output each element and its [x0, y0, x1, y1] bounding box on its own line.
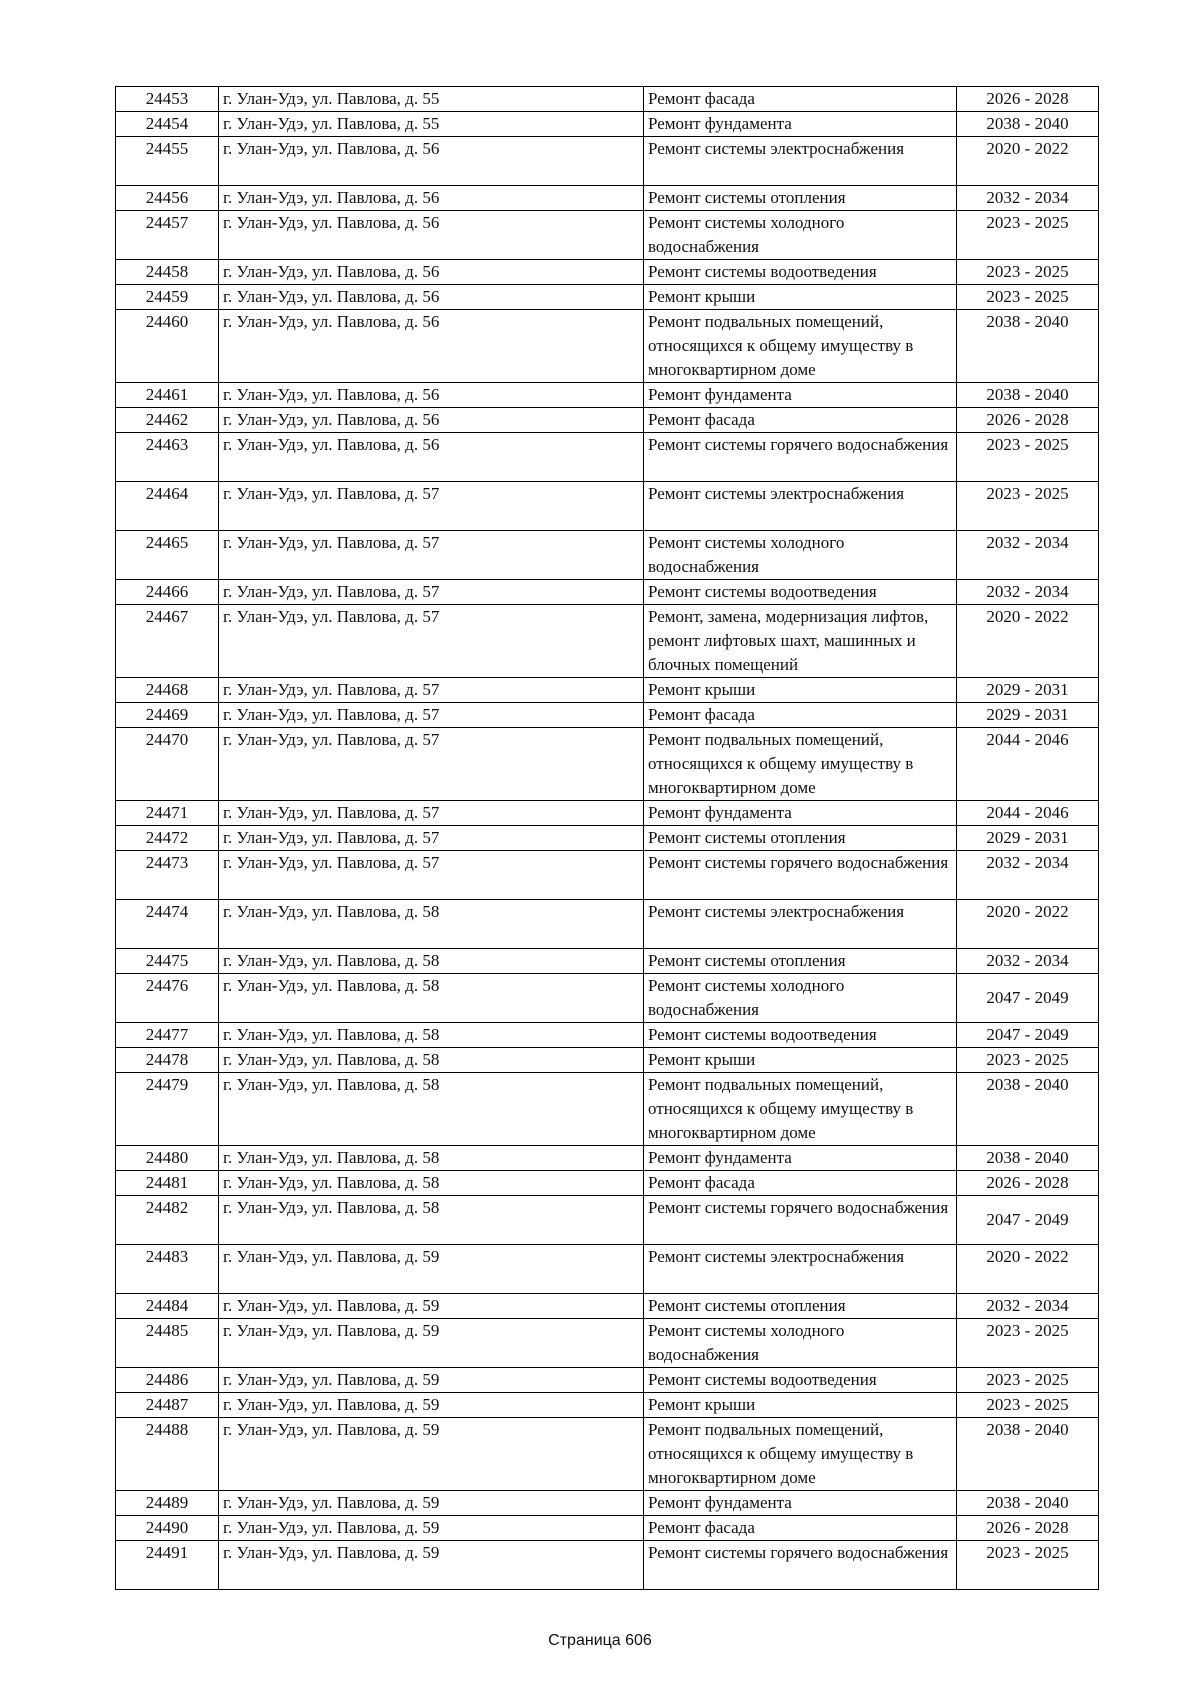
address-cell: г. Улан-Удэ, ул. Павлова, д. 56 — [219, 260, 644, 285]
address-cell: г. Улан-Удэ, ул. Павлова, д. 59 — [219, 1393, 644, 1418]
address-cell: г. Улан-Удэ, ул. Павлова, д. 59 — [219, 1245, 644, 1294]
work-type-cell: Ремонт крыши — [644, 1048, 957, 1073]
work-type-cell: Ремонт системы холодного водоснабжения — [644, 211, 957, 260]
table-row — [116, 580, 1099, 605]
address-cell: г. Улан-Удэ, ул. Павлова, д. 56 — [219, 186, 644, 211]
row-id-cell: 24478 — [116, 1048, 219, 1073]
period-cell: 2023 - 2025 — [957, 260, 1099, 285]
work-type-cell: Ремонт подвальных помещений, относящихся к общему имуществу в многоквартирном доме — [644, 310, 957, 383]
row-id-cell: 24458 — [116, 260, 219, 285]
period-cell: 2026 - 2028 — [957, 408, 1099, 433]
period-cell: 2038 - 2040 — [957, 1146, 1099, 1171]
work-type-cell: Ремонт, замена, модернизация лифтов, ремонт лифтовых шахт, машинных и блочных помещений — [644, 605, 957, 678]
period-cell: 2023 - 2025 — [957, 211, 1099, 260]
work-type-cell: Ремонт системы горячего водоснабжения — [644, 1541, 957, 1590]
work-type-cell: Ремонт системы водоотведения — [644, 1368, 957, 1393]
address-cell: г. Улан-Удэ, ул. Павлова, д. 57 — [219, 482, 644, 531]
row-id-cell: 24483 — [116, 1245, 219, 1294]
work-type-cell: Ремонт системы горячего водоснабжения — [644, 1196, 957, 1245]
work-type-cell: Ремонт системы электроснабжения — [644, 137, 957, 186]
period-cell: 2020 - 2022 — [957, 900, 1099, 949]
address-cell: г. Улан-Удэ, ул. Павлова, д. 58 — [219, 1171, 644, 1196]
period-cell: 2038 - 2040 — [957, 383, 1099, 408]
row-id-cell: 24480 — [116, 1146, 219, 1171]
work-type-cell: Ремонт фундамента — [644, 1491, 957, 1516]
period-cell: 2020 - 2022 — [957, 605, 1099, 678]
period-cell: 2044 - 2046 — [957, 728, 1099, 801]
row-id-cell: 24479 — [116, 1073, 219, 1146]
row-id-cell: 24464 — [116, 482, 219, 531]
row-id-cell: 24490 — [116, 1516, 219, 1541]
row-id-cell: 24454 — [116, 112, 219, 137]
table-row — [116, 531, 1099, 580]
work-type-cell: Ремонт системы отопления — [644, 826, 957, 851]
table-row — [116, 1541, 1099, 1590]
address-cell: г. Улан-Удэ, ул. Павлова, д. 55 — [219, 112, 644, 137]
row-id-cell: 24475 — [116, 949, 219, 974]
work-type-cell: Ремонт подвальных помещений, относящихся к общему имуществу в многоквартирном доме — [644, 728, 957, 801]
address-cell: г. Улан-Удэ, ул. Павлова, д. 59 — [219, 1541, 644, 1590]
address-cell: г. Улан-Удэ, ул. Павлова, д. 57 — [219, 580, 644, 605]
table-row — [116, 949, 1099, 974]
period-cell: 2047 - 2049 — [957, 974, 1099, 1023]
table-row — [116, 1319, 1099, 1368]
table-row — [116, 1418, 1099, 1491]
address-cell: г. Улан-Удэ, ул. Павлова, д. 57 — [219, 678, 644, 703]
period-cell: 2032 - 2034 — [957, 851, 1099, 900]
row-id-cell: 24491 — [116, 1541, 219, 1590]
period-cell: 2032 - 2034 — [957, 949, 1099, 974]
address-cell: г. Улан-Удэ, ул. Павлова, д. 57 — [219, 605, 644, 678]
work-type-cell: Ремонт системы электроснабжения — [644, 1245, 957, 1294]
table-row — [116, 1491, 1099, 1516]
table-row — [116, 211, 1099, 260]
table-row — [116, 1146, 1099, 1171]
period-cell: 2023 - 2025 — [957, 482, 1099, 531]
row-id-cell: 24471 — [116, 801, 219, 826]
address-cell: г. Улан-Удэ, ул. Павлова, д. 57 — [219, 531, 644, 580]
row-id-cell: 24470 — [116, 728, 219, 801]
table-row — [116, 482, 1099, 531]
table-row — [116, 433, 1099, 482]
period-cell: 2032 - 2034 — [957, 531, 1099, 580]
table-body — [116, 87, 1099, 1590]
period-cell: 2023 - 2025 — [957, 1048, 1099, 1073]
table-row — [116, 974, 1099, 1023]
work-type-cell: Ремонт системы электроснабжения — [644, 482, 957, 531]
table-row — [116, 260, 1099, 285]
row-id-cell: 24485 — [116, 1319, 219, 1368]
period-cell: 2020 - 2022 — [957, 137, 1099, 186]
period-cell: 2032 - 2034 — [957, 186, 1099, 211]
period-cell: 2023 - 2025 — [957, 285, 1099, 310]
work-type-cell: Ремонт фасада — [644, 1171, 957, 1196]
row-id-cell: 24467 — [116, 605, 219, 678]
address-cell: г. Улан-Удэ, ул. Павлова, д. 58 — [219, 974, 644, 1023]
table-row — [116, 900, 1099, 949]
table-row — [116, 1393, 1099, 1418]
row-id-cell: 24453 — [116, 87, 219, 112]
row-id-cell: 24482 — [116, 1196, 219, 1245]
table-row — [116, 1171, 1099, 1196]
address-cell: г. Улан-Удэ, ул. Павлова, д. 57 — [219, 801, 644, 826]
table-row — [116, 1516, 1099, 1541]
period-cell: 2020 - 2022 — [957, 1245, 1099, 1294]
row-id-cell: 24455 — [116, 137, 219, 186]
row-id-cell: 24459 — [116, 285, 219, 310]
period-cell: 2026 - 2028 — [957, 1171, 1099, 1196]
row-id-cell: 24465 — [116, 531, 219, 580]
table-row — [116, 1368, 1099, 1393]
table-row — [116, 703, 1099, 728]
work-type-cell: Ремонт системы водоотведения — [644, 1023, 957, 1048]
table-row — [116, 1196, 1099, 1245]
address-cell: г. Улан-Удэ, ул. Павлова, д. 56 — [219, 285, 644, 310]
period-cell: 2023 - 2025 — [957, 1319, 1099, 1368]
work-type-cell: Ремонт системы горячего водоснабжения — [644, 433, 957, 482]
period-cell: 2038 - 2040 — [957, 1073, 1099, 1146]
row-id-cell: 24468 — [116, 678, 219, 703]
row-id-cell: 24488 — [116, 1418, 219, 1491]
period-cell: 2044 - 2046 — [957, 801, 1099, 826]
address-cell: г. Улан-Удэ, ул. Павлова, д. 56 — [219, 310, 644, 383]
row-id-cell: 24484 — [116, 1294, 219, 1319]
work-type-cell: Ремонт системы водоотведения — [644, 260, 957, 285]
period-cell: 2029 - 2031 — [957, 826, 1099, 851]
row-id-cell: 24487 — [116, 1393, 219, 1418]
page-number: Страница 606 — [548, 1632, 652, 1649]
work-type-cell: Ремонт системы холодного водоснабжения — [644, 1319, 957, 1368]
period-cell: 2038 - 2040 — [957, 1418, 1099, 1491]
address-cell: г. Улан-Удэ, ул. Павлова, д. 56 — [219, 383, 644, 408]
work-type-cell: Ремонт системы холодного водоснабжения — [644, 974, 957, 1023]
address-cell: г. Улан-Удэ, ул. Павлова, д. 56 — [219, 211, 644, 260]
work-type-cell: Ремонт фундамента — [644, 112, 957, 137]
address-cell: г. Улан-Удэ, ул. Павлова, д. 58 — [219, 1146, 644, 1171]
address-cell: г. Улан-Удэ, ул. Павлова, д. 59 — [219, 1516, 644, 1541]
row-id-cell: 24489 — [116, 1491, 219, 1516]
table-row — [116, 186, 1099, 211]
address-cell: г. Улан-Удэ, ул. Павлова, д. 57 — [219, 826, 644, 851]
address-cell: г. Улан-Удэ, ул. Павлова, д. 59 — [219, 1294, 644, 1319]
address-cell: г. Улан-Удэ, ул. Павлова, д. 57 — [219, 703, 644, 728]
table-row — [116, 112, 1099, 137]
period-cell: 2026 - 2028 — [957, 87, 1099, 112]
row-id-cell: 24466 — [116, 580, 219, 605]
row-id-cell: 24461 — [116, 383, 219, 408]
period-cell: 2047 - 2049 — [957, 1196, 1099, 1245]
work-type-cell: Ремонт крыши — [644, 678, 957, 703]
table-row — [116, 1048, 1099, 1073]
address-cell: г. Улан-Удэ, ул. Павлова, д. 58 — [219, 1073, 644, 1146]
work-type-cell: Ремонт системы холодного водоснабжения — [644, 531, 957, 580]
work-type-cell: Ремонт фасада — [644, 408, 957, 433]
address-cell: г. Улан-Удэ, ул. Павлова, д. 58 — [219, 949, 644, 974]
table-row — [116, 801, 1099, 826]
work-type-cell: Ремонт системы электроснабжения — [644, 900, 957, 949]
work-type-cell: Ремонт фасада — [644, 1516, 957, 1541]
row-id-cell: 24477 — [116, 1023, 219, 1048]
row-id-cell: 24462 — [116, 408, 219, 433]
work-type-cell: Ремонт фасада — [644, 703, 957, 728]
table-row — [116, 87, 1099, 112]
row-id-cell: 24457 — [116, 211, 219, 260]
address-cell: г. Улан-Удэ, ул. Павлова, д. 58 — [219, 1196, 644, 1245]
period-cell: 2032 - 2034 — [957, 580, 1099, 605]
table-row — [116, 605, 1099, 678]
table-row — [116, 826, 1099, 851]
row-id-cell: 24463 — [116, 433, 219, 482]
row-id-cell: 24476 — [116, 974, 219, 1023]
table-row — [116, 408, 1099, 433]
work-type-cell: Ремонт крыши — [644, 1393, 957, 1418]
work-type-cell: Ремонт системы отопления — [644, 186, 957, 211]
work-type-cell: Ремонт подвальных помещений, относящихся к общему имуществу в многоквартирном доме — [644, 1073, 957, 1146]
row-id-cell: 24460 — [116, 310, 219, 383]
work-type-cell: Ремонт фундамента — [644, 383, 957, 408]
work-type-cell: Ремонт системы горячего водоснабжения — [644, 851, 957, 900]
address-cell: г. Улан-Удэ, ул. Павлова, д. 56 — [219, 137, 644, 186]
table-row — [116, 678, 1099, 703]
table-row — [116, 1023, 1099, 1048]
address-cell: г. Улан-Удэ, ул. Павлова, д. 58 — [219, 900, 644, 949]
work-type-cell: Ремонт системы водоотведения — [644, 580, 957, 605]
address-cell: г. Улан-Удэ, ул. Павлова, д. 59 — [219, 1319, 644, 1368]
row-id-cell: 24472 — [116, 826, 219, 851]
table-row — [116, 1073, 1099, 1146]
address-cell: г. Улан-Удэ, ул. Павлова, д. 58 — [219, 1023, 644, 1048]
period-cell: 2026 - 2028 — [957, 1516, 1099, 1541]
row-id-cell: 24456 — [116, 186, 219, 211]
address-cell: г. Улан-Удэ, ул. Павлова, д. 59 — [219, 1418, 644, 1491]
period-cell: 2047 - 2049 — [957, 1023, 1099, 1048]
table-row — [116, 285, 1099, 310]
address-cell: г. Улан-Удэ, ул. Павлова, д. 58 — [219, 1048, 644, 1073]
period-cell: 2038 - 2040 — [957, 1491, 1099, 1516]
address-cell: г. Улан-Удэ, ул. Павлова, д. 57 — [219, 851, 644, 900]
work-type-cell: Ремонт системы отопления — [644, 949, 957, 974]
period-cell: 2023 - 2025 — [957, 433, 1099, 482]
row-id-cell: 24481 — [116, 1171, 219, 1196]
table-row — [116, 383, 1099, 408]
address-cell: г. Улан-Удэ, ул. Павлова, д. 56 — [219, 433, 644, 482]
work-type-cell: Ремонт фасада — [644, 87, 957, 112]
address-cell: г. Улан-Удэ, ул. Павлова, д. 57 — [219, 728, 644, 801]
row-id-cell: 24473 — [116, 851, 219, 900]
table-row — [116, 310, 1099, 383]
row-id-cell: 24474 — [116, 900, 219, 949]
address-cell: г. Улан-Удэ, ул. Павлова, д. 56 — [219, 408, 644, 433]
work-type-cell: Ремонт фундамента — [644, 801, 957, 826]
period-cell: 2029 - 2031 — [957, 703, 1099, 728]
work-type-cell: Ремонт системы отопления — [644, 1294, 957, 1319]
period-cell: 2023 - 2025 — [957, 1393, 1099, 1418]
period-cell: 2023 - 2025 — [957, 1368, 1099, 1393]
period-cell: 2029 - 2031 — [957, 678, 1099, 703]
work-type-cell: Ремонт крыши — [644, 285, 957, 310]
work-type-cell: Ремонт фундамента — [644, 1146, 957, 1171]
row-id-cell: 24469 — [116, 703, 219, 728]
period-cell: 2038 - 2040 — [957, 310, 1099, 383]
row-id-cell: 24486 — [116, 1368, 219, 1393]
table-row — [116, 728, 1099, 801]
period-cell: 2032 - 2034 — [957, 1294, 1099, 1319]
table-row — [116, 1245, 1099, 1294]
repair-schedule-table — [115, 86, 1099, 1590]
address-cell: г. Улан-Удэ, ул. Павлова, д. 59 — [219, 1491, 644, 1516]
address-cell: г. Улан-Удэ, ул. Павлова, д. 59 — [219, 1368, 644, 1393]
period-cell: 2023 - 2025 — [957, 1541, 1099, 1590]
period-cell: 2038 - 2040 — [957, 112, 1099, 137]
table-row — [116, 1294, 1099, 1319]
table-row — [116, 137, 1099, 186]
table-row — [116, 851, 1099, 900]
address-cell: г. Улан-Удэ, ул. Павлова, д. 55 — [219, 87, 644, 112]
work-type-cell: Ремонт подвальных помещений, относящихся к общему имуществу в многоквартирном доме — [644, 1418, 957, 1491]
